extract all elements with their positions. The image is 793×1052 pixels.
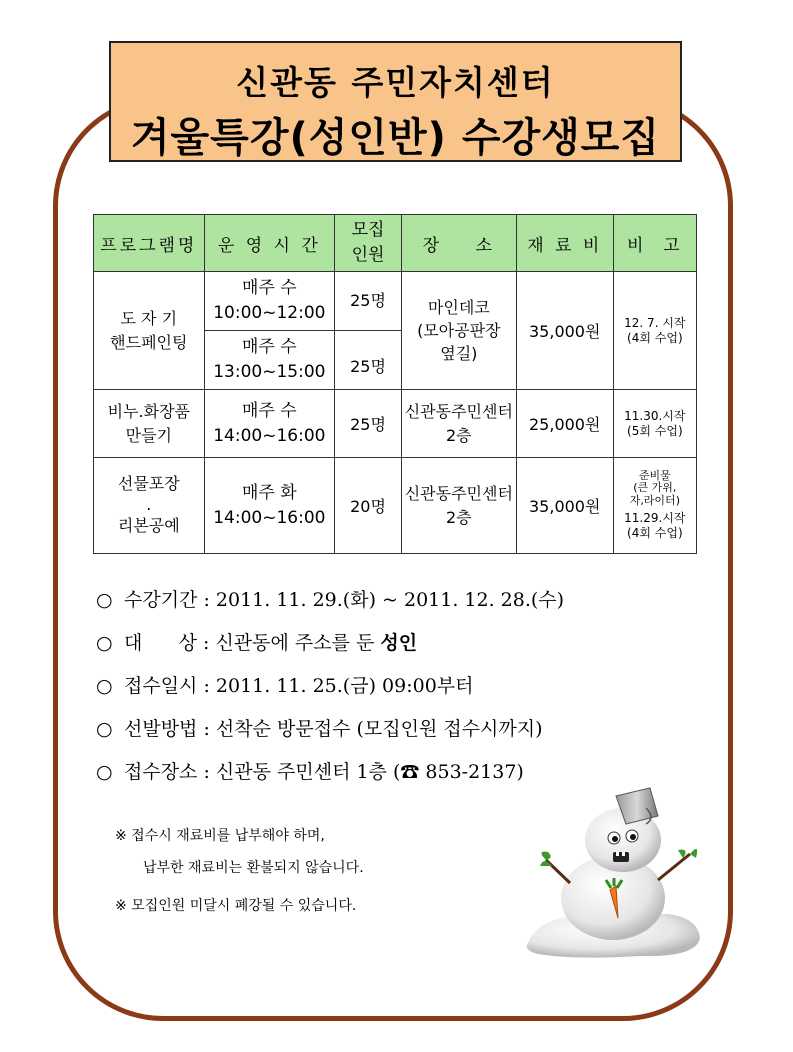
- snowman-illustration: [518, 778, 718, 968]
- cell-fee: 35,000원: [516, 272, 613, 390]
- note-line: ※ 접수시 재료비를 납부해야 하며,: [115, 828, 325, 844]
- info-separator: :: [197, 675, 216, 697]
- circle-bullet-icon: ○: [96, 761, 113, 783]
- cell-fee: 35,000원: [516, 458, 613, 554]
- circle-bullet-icon: ○: [96, 718, 113, 740]
- info-value-bold: 성인: [380, 632, 418, 654]
- info-value: 신관동에 주소를 둔: [215, 632, 381, 654]
- info-separator: :: [197, 718, 216, 740]
- info-separator: :: [196, 632, 216, 654]
- table-row: [94, 272, 697, 331]
- cell-time: 매주 수 13:00~15:00: [204, 331, 335, 390]
- info-row-registration-date: [96, 671, 564, 714]
- header-capacity: 모집 인원: [335, 215, 402, 272]
- info-label: 수강기간: [124, 589, 198, 611]
- info-label: 대 상: [124, 632, 197, 654]
- cell-place: 마인데코 (모아공판장 옆길): [401, 272, 516, 390]
- cell-program-name: 선물포장 . 리본공예: [94, 458, 205, 554]
- info-row-period: [96, 585, 564, 628]
- title-box: [109, 41, 682, 162]
- cell-capacity: 25명: [335, 390, 402, 458]
- cell-program-name: 비누.화장품 만들기: [94, 390, 205, 458]
- table-row: [94, 390, 697, 458]
- cell-time: 매주 수 14:00~16:00: [204, 390, 335, 458]
- cell-capacity: 25명: [335, 331, 402, 390]
- cell-note-group: [613, 458, 696, 554]
- cell-time: 매주 화 14:00~16:00: [204, 458, 335, 554]
- header-place: 장 소: [401, 215, 516, 272]
- info-row-location: [96, 757, 564, 800]
- info-value: 2011. 11. 29.(화) ~ 2011. 12. 28.(수): [215, 589, 565, 611]
- cell-program-name: 도 자 기 핸드페인팅: [94, 272, 205, 390]
- right-arm: [658, 854, 690, 880]
- header-fee: 재 료 비: [516, 215, 613, 272]
- notes: [115, 820, 364, 922]
- cell-capacity: 25명: [335, 272, 402, 331]
- info-value: 선착순 방문접수 (모집인원 접수시까지): [215, 718, 543, 740]
- info-label: 접수장소: [124, 761, 198, 783]
- info-label: 접수일시: [124, 675, 198, 697]
- header-time: 운 영 시 간: [204, 215, 335, 272]
- table-header-row: [94, 215, 697, 272]
- cell-capacity: 20명: [335, 458, 402, 554]
- info-value: 신관동 주민센터 1층 (☎ 853-2137): [215, 761, 524, 783]
- cell-note: 11.30.시작 (5회 수업): [613, 390, 696, 458]
- cell-note-prep: 준비물 (큰 가위, 자,라이터): [629, 469, 680, 507]
- header-note: 비 고: [613, 215, 696, 272]
- info-list: [96, 585, 564, 800]
- cell-place: 신관동주민센터 2층: [401, 390, 516, 458]
- info-row-target: [96, 628, 564, 671]
- info-separator: :: [197, 761, 216, 783]
- info-row-selection: [96, 714, 564, 757]
- program-table: [93, 214, 697, 554]
- cell-note: 12. 7. 시작 (4회 수업): [613, 272, 696, 390]
- info-label: 선발방법: [124, 718, 198, 740]
- title-line2: 겨울특강(성인반) 수강생모집: [130, 115, 661, 161]
- title-line1: 신관동 주민자치센터: [236, 63, 555, 102]
- circle-bullet-icon: ○: [96, 675, 113, 697]
- circle-bullet-icon: ○: [96, 632, 113, 654]
- note-line: ※ 모집인원 미달시 폐강될 수 있습니다.: [115, 898, 357, 914]
- cell-time: 매주 수 10:00~12:00: [204, 272, 335, 331]
- info-value: 2011. 11. 25.(금) 09:00부터: [215, 675, 474, 697]
- table-row: [94, 458, 697, 554]
- cell-note: 11.29.시작 (4회 수업): [624, 510, 686, 540]
- circle-bullet-icon: ○: [96, 589, 113, 611]
- cell-place: 신관동주민센터 2층: [401, 458, 516, 554]
- header-program: 프로그램명: [94, 215, 205, 272]
- snowman-mouth: [613, 852, 629, 862]
- note-line: 납부한 재료비는 환불되지 않습니다.: [143, 860, 364, 876]
- info-separator: :: [197, 589, 216, 611]
- cell-fee: 25,000원: [516, 390, 613, 458]
